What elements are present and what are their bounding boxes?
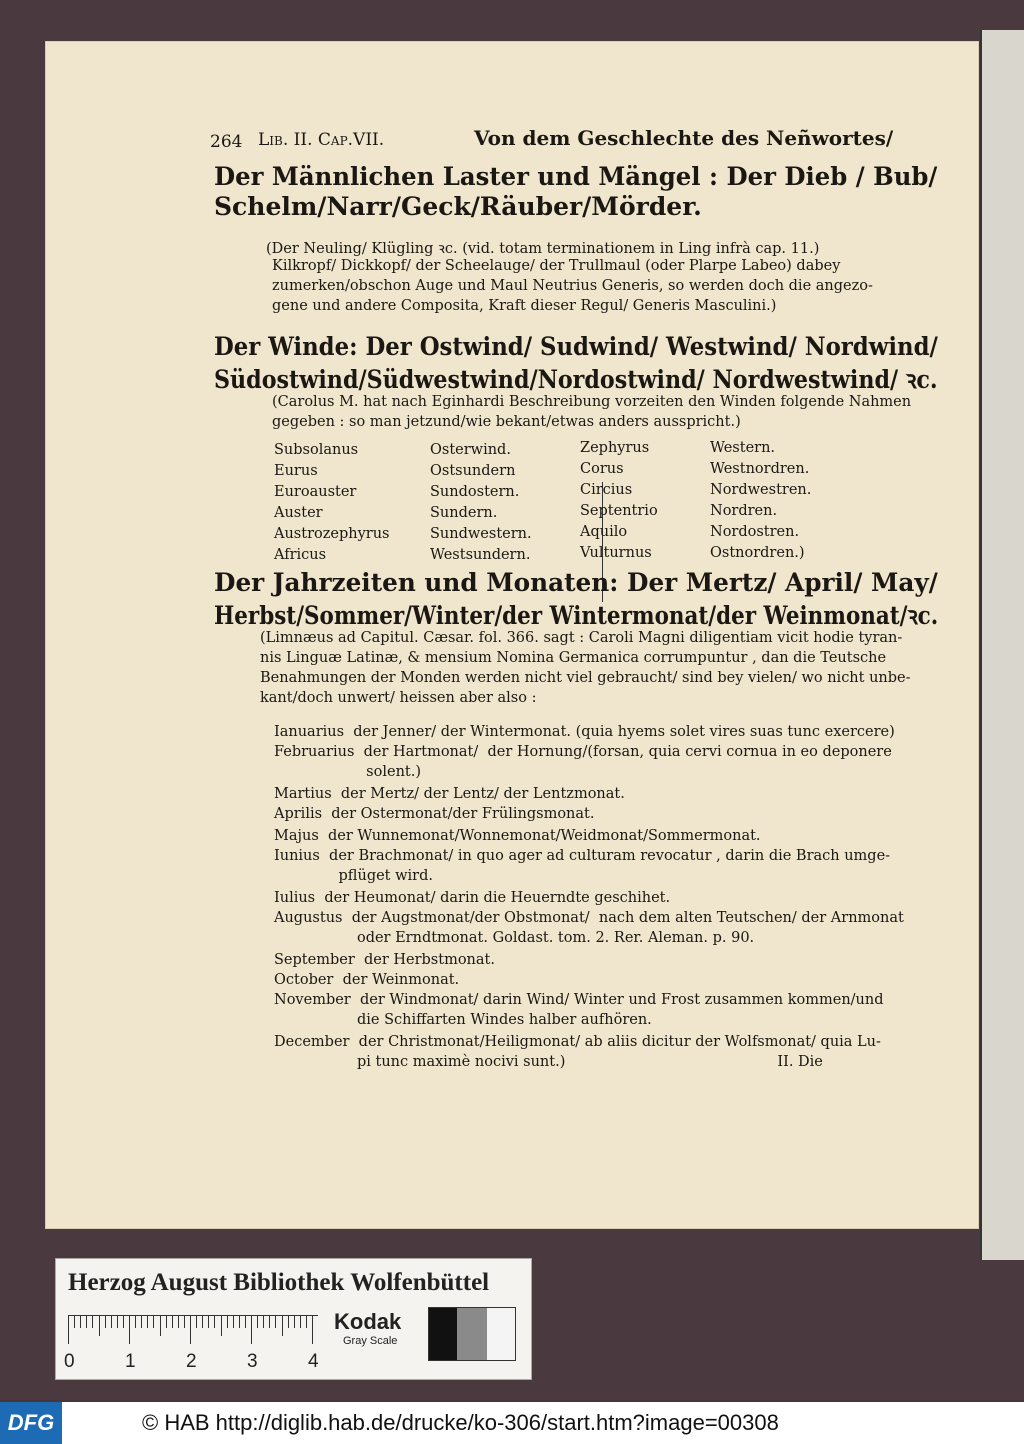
ruler-tick	[208, 1316, 209, 1328]
heading-line: Herbst/Sommer/Winter/der Wintermonat/der Weinmonat/ꝛc.	[214, 601, 939, 630]
ruler-tick	[263, 1316, 264, 1328]
wind-latin: Zephyrus	[580, 440, 650, 456]
gray-scale-label: Gray Scale	[343, 1335, 398, 1347]
book-page	[46, 42, 978, 1228]
library-color-target	[55, 1258, 532, 1380]
wind-german: Westnordren.	[710, 461, 810, 477]
month-entry: solent.)	[274, 764, 422, 780]
chapter-label: Lib. II. Cap.VII.	[258, 130, 385, 150]
heading-line: Schelm/Narr/Geck/Räuber/Mörder.	[214, 192, 702, 221]
swatch-white	[487, 1308, 515, 1360]
ruler-tick	[105, 1316, 106, 1328]
wind-latin: Subsolanus	[274, 442, 359, 458]
month-entry: Martius der Mertz/ der Lentz/ der Lentzmonat.	[274, 786, 625, 802]
ruler-tick	[221, 1316, 222, 1336]
heading-line: Der Winde: Der Ostwind/ Sudwind/ Westwind/ Nordwind/	[214, 332, 938, 361]
ruler-number: 3	[247, 1351, 258, 1372]
wind-latin: Eurus	[274, 463, 318, 479]
ruler-tick	[160, 1316, 161, 1336]
copyright-link[interactable]: © HAB http://diglib.hab.de/drucke/ko-306/start.htm?image=00308	[142, 1410, 779, 1435]
ruler-tick	[282, 1316, 283, 1336]
wind-german: Nordostren.	[710, 524, 800, 540]
wind-german: Osterwind.	[430, 442, 511, 458]
wind-latin: Circius	[580, 482, 633, 498]
swatch-black	[429, 1308, 457, 1360]
text-line: (Carolus M. hat nach Eginhardi Beschreibung vorzeiten den Winden folgende Nahmen	[272, 394, 912, 410]
ruler-number: 2	[186, 1351, 197, 1372]
month-entry: pflüget wird.	[274, 868, 433, 884]
text-line: gene und andere Composita, Kraft dieser Regul/ Generis Masculini.)	[272, 298, 777, 314]
text-line: (Limnæus ad Capitul. Cæsar. fol. 366. sagt : Caroli Magni diligentiam vicit hodie tyran-	[260, 630, 903, 646]
ruler-tick	[227, 1316, 228, 1328]
text-line: nis Linguæ Latinæ, & mensium Nomina Germanica corrumpuntur , dan die Teutsche	[260, 650, 887, 666]
text-line: gegeben : so man jetzund/wie bekant/etwas anders ausspricht.)	[272, 414, 741, 430]
footer-bar	[0, 1402, 1024, 1444]
month-entry: Iunius der Brachmonat/ in quo ager ad culturam revocatur , darin die Brach umge-	[274, 848, 891, 864]
month-entry: Augustus der Augstmonat/der Obstmonat/ nach dem alten Teutschen/ der Arnmonat	[274, 910, 904, 926]
month-entry: die Schiffarten Windes halber aufhören.	[274, 1012, 652, 1028]
wind-german: Ostsundern	[430, 463, 516, 479]
text-line: (Der Neuling/ Klügling ꝛc. (vid. totam terminationem in Ling infrà cap. 11.)	[266, 241, 820, 257]
wind-german: Western.	[710, 440, 776, 456]
month-entry: Majus der Wunnemonat/Wonnemonat/Weidmonat/Sommermonat.	[274, 828, 761, 844]
ruler-tick	[68, 1316, 69, 1344]
wind-german: Nordren.	[710, 503, 778, 519]
ruler-tick	[245, 1316, 246, 1328]
ruler	[68, 1315, 318, 1346]
ruler-tick	[202, 1316, 203, 1328]
wind-latin: Septentrio	[580, 503, 658, 519]
wind-latin: Austrozephyrus	[274, 526, 390, 542]
month-entry: Februarius der Hartmonat/ der Hornung/(forsan, quia cervi cornua in eo deponere	[274, 744, 892, 760]
ruler-tick	[147, 1316, 148, 1328]
ruler-number: 1	[125, 1351, 136, 1372]
wind-german: Westsundern.	[430, 547, 531, 563]
wind-german: Sundostern.	[430, 484, 520, 500]
ruler-tick	[233, 1316, 234, 1328]
month-entry: December der Christmonat/Heiligmonat/ ab aliis dicitur der Wolfsmonat/ quia Lu-	[274, 1034, 881, 1050]
ruler-tick	[86, 1316, 87, 1328]
ruler-tick	[99, 1316, 100, 1336]
gray-swatches	[428, 1307, 516, 1361]
swatch-gray	[457, 1308, 487, 1360]
ruler-tick	[141, 1316, 142, 1328]
running-title: Von dem Geschlechte des Neñwortes/	[474, 126, 894, 150]
ruler-tick	[80, 1316, 81, 1328]
month-entry: oder Erndtmonat. Goldast. tom. 2. Rer. Aleman. p. 90.	[274, 930, 755, 946]
wind-latin: Corus	[580, 461, 624, 477]
ruler-tick	[257, 1316, 258, 1328]
ruler-tick	[300, 1316, 301, 1328]
ruler-tick	[111, 1316, 112, 1328]
ruler-tick	[74, 1316, 75, 1328]
dfg-logo: DFG	[0, 1402, 62, 1444]
ruler-tick	[166, 1316, 167, 1328]
ruler-tick	[251, 1316, 252, 1344]
ruler-tick	[288, 1316, 289, 1328]
kodak-logo: Kodak	[334, 1309, 402, 1334]
heading-line: Der Männlichen Laster und Mängel : Der Dieb / Bub/	[214, 162, 938, 191]
ruler-tick	[294, 1316, 295, 1328]
wind-german: Sundwestern.	[430, 526, 532, 542]
ruler-tick	[196, 1316, 197, 1328]
ruler-tick	[214, 1316, 215, 1328]
library-name: Herzog August Bibliothek Wolfenbüttel	[68, 1269, 490, 1296]
heading-line: Südostwind/Südwestwind/Nordostwind/ Nordwestwind/ ꝛc.	[214, 365, 938, 394]
page-number: 264	[210, 132, 243, 152]
text-line: Benahmungen der Monden werden nicht viel gebraucht/ sind bey vielen/ wo nicht unbe-	[260, 670, 911, 686]
ruler-tick	[92, 1316, 93, 1328]
wind-latin: Aquilo	[580, 524, 628, 540]
wind-latin: Auster	[274, 505, 323, 521]
wind-latin: Africus	[274, 547, 327, 563]
wind-german: Ostnordren.)	[710, 545, 805, 561]
text-line: zumerken/obschon Auge und Maul Neutrius Generis, so werden doch die angezo-	[272, 278, 873, 294]
month-entry: pi tunc maximè nocivi sunt.) II. Die	[274, 1054, 823, 1070]
ruler-tick	[178, 1316, 179, 1328]
ruler-tick	[153, 1316, 154, 1328]
ruler-tick	[129, 1316, 130, 1344]
wind-german: Nordwestren.	[710, 482, 812, 498]
wind-german: Sundern.	[430, 505, 498, 521]
month-entry: September der Herbstmonat.	[274, 952, 495, 968]
month-entry: Iulius der Heumonat/ darin die Heuerndte geschihet.	[274, 890, 671, 906]
facing-page-edge	[980, 30, 1024, 1260]
ruler-tick	[239, 1316, 240, 1328]
ruler-tick	[123, 1316, 124, 1328]
month-entry: Aprilis der Ostermonat/der Frülingsmonat.	[274, 806, 595, 822]
ruler-tick	[312, 1316, 313, 1344]
month-entry: November der Windmonat/ darin Wind/ Winter und Frost zusammen kommen/und	[274, 992, 884, 1008]
ruler-number: 0	[64, 1351, 75, 1372]
ruler-tick	[306, 1316, 307, 1328]
text-line: Kilkropf/ Dickkopf/ der Scheelauge/ der Trullmaul (oder Plarpe Labeo) dabey	[272, 258, 841, 274]
ruler-tick	[117, 1316, 118, 1328]
ruler-tick	[275, 1316, 276, 1328]
month-entry: October der Weinmonat.	[274, 972, 460, 988]
heading-line: Der Jahrzeiten und Monaten: Der Mertz/ April/ May/	[214, 568, 938, 597]
ruler-tick	[184, 1316, 185, 1328]
text-line: kant/doch unwert/ heissen aber also :	[260, 690, 537, 706]
wind-latin: Vulturnus	[580, 545, 652, 561]
ruler-tick	[135, 1316, 136, 1328]
ruler-tick	[269, 1316, 270, 1328]
wind-latin: Euroauster	[274, 484, 357, 500]
ruler-tick	[172, 1316, 173, 1328]
ruler-tick	[190, 1316, 191, 1344]
ruler-number: 4	[308, 1351, 319, 1372]
month-entry: Ianuarius der Jenner/ der Wintermonat. (quia hyems solet vires suas tunc exercere)	[274, 724, 895, 740]
